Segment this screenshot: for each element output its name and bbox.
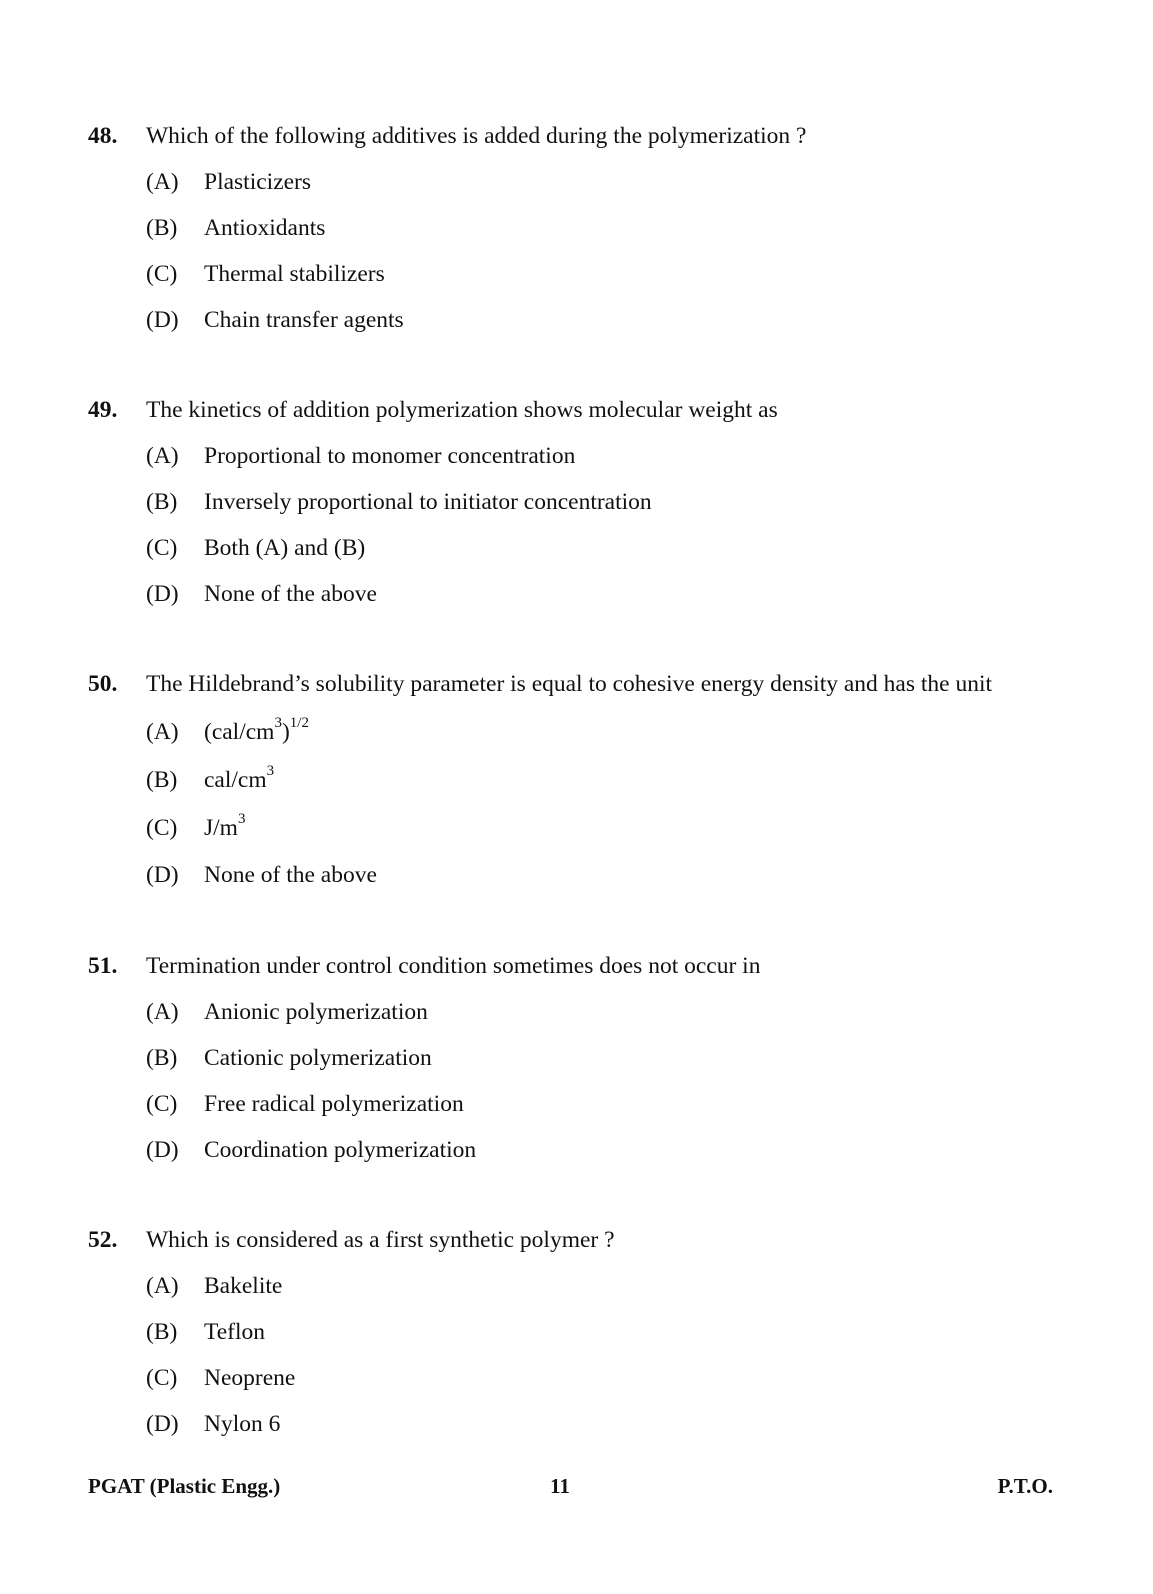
question-number: 52. <box>88 1227 118 1253</box>
question-50 <box>88 669 1088 890</box>
option-text: Antioxidants <box>204 215 326 241</box>
option-text: None of the above <box>204 581 377 607</box>
option-text: Cationic polymerization <box>204 1045 432 1071</box>
option-text: Thermal stabilizers <box>204 261 385 287</box>
option-b <box>88 765 1088 795</box>
option-text: Free radical polymerization <box>204 1091 464 1117</box>
option-key: (B) <box>146 215 178 241</box>
unit-base: J/m <box>204 815 238 841</box>
unit-paren: ) <box>281 719 290 745</box>
option-text: None of the above <box>204 862 377 888</box>
option-key: (C) <box>146 535 178 561</box>
question-text: The kinetics of addition polymerization shows molecular weight as <box>146 397 778 423</box>
option-d <box>88 1135 1088 1165</box>
question-number: 48. <box>88 123 118 149</box>
unit-exponent: 3 <box>266 763 275 780</box>
option-text: Inversely proportional to initiator concentration <box>204 489 652 515</box>
option-c <box>88 533 1088 563</box>
option-text: Neoprene <box>204 1365 296 1391</box>
option-b <box>88 213 1088 243</box>
question-text: The Hildebrand’s solubility parameter is equal to cohesive energy density and has the unit <box>146 671 992 697</box>
option-text <box>204 717 309 747</box>
option-a <box>88 717 1088 747</box>
option-b <box>88 487 1088 517</box>
unit-exponent: 3 <box>237 811 246 828</box>
option-key: (A) <box>146 169 179 195</box>
pto-label: P.T.O. <box>997 1474 1053 1498</box>
option-key: (B) <box>146 1045 178 1071</box>
page-footer <box>88 1471 1053 1501</box>
option-c <box>88 813 1088 843</box>
option-b <box>88 1043 1088 1073</box>
option-d <box>88 305 1088 335</box>
question-number: 49. <box>88 397 118 423</box>
option-key: (A) <box>146 999 179 1025</box>
question-text: Which is considered as a first synthetic polymer ? <box>146 1227 615 1253</box>
question-52 <box>88 1225 1088 1439</box>
paper-code: PGAT (Plastic Engg.) <box>88 1474 281 1498</box>
option-d <box>88 579 1088 609</box>
option-text: Anionic polymerization <box>204 999 428 1025</box>
option-a <box>88 167 1088 197</box>
option-key: (B) <box>146 1319 178 1345</box>
option-key: (B) <box>146 489 178 515</box>
option-a <box>88 441 1088 471</box>
option-key: (C) <box>146 1091 178 1117</box>
option-key: (C) <box>146 261 178 287</box>
option-b <box>88 1317 1088 1347</box>
option-key: (C) <box>146 815 178 841</box>
option-key: (A) <box>146 443 179 469</box>
page-number: 11 <box>550 1474 570 1498</box>
question-text: Termination under control condition sometimes does not occur in <box>146 953 761 979</box>
option-key: (D) <box>146 581 179 607</box>
question-48 <box>88 121 1088 335</box>
option-key: (A) <box>146 719 179 745</box>
option-a <box>88 1271 1088 1301</box>
option-text <box>204 813 245 843</box>
option-text: Both (A) and (B) <box>204 535 366 561</box>
option-text: Teflon <box>204 1319 265 1345</box>
option-d <box>88 860 1088 890</box>
option-key: (D) <box>146 1411 179 1437</box>
option-key: (C) <box>146 1365 178 1391</box>
question-text: Which of the following additives is added during the polymerization ? <box>146 123 807 149</box>
option-d <box>88 1409 1088 1439</box>
option-key: (D) <box>146 1137 179 1163</box>
option-text: Bakelite <box>204 1273 283 1299</box>
question-51 <box>88 951 1088 1165</box>
unit-exponent: 3 <box>274 715 282 732</box>
question-number: 51. <box>88 953 118 979</box>
unit-exponent: 1/2 <box>289 715 309 732</box>
option-text <box>204 765 274 795</box>
option-c <box>88 1363 1088 1393</box>
question-49 <box>88 395 1088 609</box>
option-key: (B) <box>146 767 178 793</box>
option-key: (A) <box>146 1273 179 1299</box>
option-a <box>88 997 1088 1027</box>
question-number: 50. <box>88 671 118 697</box>
option-text: Chain transfer agents <box>204 307 404 333</box>
option-text: Coordination polymerization <box>204 1137 477 1163</box>
option-text: Proportional to monomer concentration <box>204 443 576 469</box>
unit-base: (cal/cm <box>204 719 275 745</box>
unit-base: cal/cm <box>204 767 267 793</box>
option-text: Nylon 6 <box>204 1411 281 1437</box>
option-key: (D) <box>146 862 179 888</box>
option-c <box>88 1089 1088 1119</box>
option-c <box>88 259 1088 289</box>
option-text: Plasticizers <box>204 169 312 195</box>
option-key: (D) <box>146 307 179 333</box>
